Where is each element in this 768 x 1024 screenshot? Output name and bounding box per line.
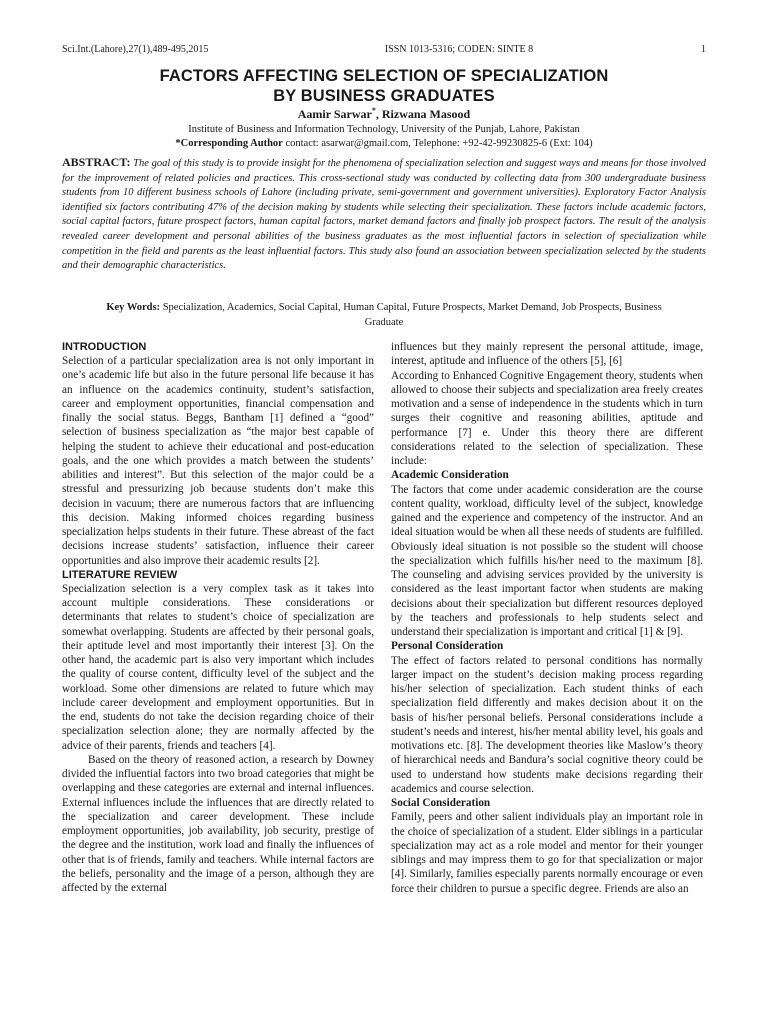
keywords-label: Key Words: xyxy=(106,302,161,313)
body-paragraph: According to Enhanced Cognitive Engagement theory, students when allowed to choose their subjects and specialization area freely creates motivation and a sense of independence in the students which in turn surges their cognitive and reasoning abilities, aptitude and performance [7] e. Under this theory there are different considerations related to the selection of specialization. These include: xyxy=(391,369,703,467)
keywords xyxy=(100,300,668,330)
abstract xyxy=(62,155,706,274)
subsection-heading-personal: Personal Consideration xyxy=(391,640,504,653)
body-paragraph: The effect of factors related to personal conditions has normally larger impact on the student’s decision making process regarding his/her selection of specialization. Each student thinks of each specialization field differently and makes decision about it on the basis of his/her personal beliefs. Personal considerations include a student’s needs and interest, his/her mental ability level, his goals and motivations etc. [8]. The development theories like Maslow’s theory of hierarchical needs and Bandura’s social cognitive theory could be used to understand how students make decisions regarding their academics and course selection. xyxy=(391,654,703,795)
left-column xyxy=(62,340,374,895)
title-line-1: FACTORS AFFECTING SELECTION OF SPECIALIZATION xyxy=(159,67,609,85)
right-column xyxy=(391,340,703,896)
body-paragraph: The factors that come under academic consideration are the course content quality, workload, difficulty level of the subject, knowledge gained and the experience and competency of the instructor. And an ideal situation would be when all these needs of students are fulfilled. Obviously ideal situation is not possible so the student will choose the specialization which fulfills his/her need to the maximum [8]. The counseling and advising services provided by the university is considered as the least important factor when students are making decisions about their specialization but different resources deployed by the teachers and professionals to help students select and understand their specialization is important and critical [1] & [9]. xyxy=(391,483,703,638)
body-paragraph: influences but they mainly represent the personal attitude, image, interest, aptitude and influence of the others [5], [6] xyxy=(391,341,703,368)
body-paragraph: Family, peers and other salient individuals play an important role in the choice of specialization of a student. Elder siblings in a particular specialization may act as a role model and mentor for their younger siblings and may impress them to go for that specialization or major [4]. Similarly, families especially parents normally encourage or even force their children to pursue a specific degree. Friends are also an xyxy=(391,811,703,895)
body-paragraph: Based on the theory of reasoned action, a research by Downey divided the influential factors into two broad categories that might be overlapping and these categories are external and internal influences. External influences include the influences that are directly related to the specialization and career development. These include employment opportunities, job availability, job security, prestige of the degree and the institution, work load and finally the influences of other that is of friends, family and teachers. While internal factors are the beliefs, personality and the image of a person, although they are affected by the external xyxy=(62,753,374,894)
corresponding-mark: * xyxy=(371,106,376,115)
contact-details: contact: asarwar@gmail.com, Telephone: +92-42-99230825-6 (Ext: 104) xyxy=(282,138,593,149)
body-paragraph: Selection of a particular specialization area is not only important in one’s academic life but also in the future personal life because it has an influence on the academics continuity, student’s satisfaction, career and employment opportunities, financial compensation and finally the social status. Beggs, Bantham [1] defined a “good” selection of business specialization as “the major best capable of helping the student to achieve their educational and post-education goals, and the one which provides a match between the students’ abilities and interest”. But this selection of the major could be a stressful and pressurizing job because students don’t make this decision in vacuum; there are numerous factors that are influencing this decision. Making informed choices regarding business specialization helps students in their future. These abreast of the fact decisions increase students’ satisfaction, influence their career opportunities and also improve their academic results [2]. xyxy=(62,355,374,567)
subsection-heading-academic: Academic Consideration xyxy=(391,469,509,482)
corresponding-contact xyxy=(62,137,706,150)
running-header xyxy=(62,44,706,56)
page-number: 1 xyxy=(701,44,706,55)
issn-text: ISSN 1013-5316; CODEN: SINTE 8 xyxy=(384,44,534,55)
author-name: Aamir Sarwar xyxy=(297,107,372,121)
section-heading-literature-review: LITERATURE REVIEW xyxy=(62,568,178,581)
affiliation: Institute of Business and Information Technology, University of the Punjab, Lahore, Pakistan xyxy=(188,124,580,135)
author-list xyxy=(62,107,706,121)
title-line-2: BY BUSINESS GRADUATES xyxy=(273,87,495,105)
section-heading-introduction: INTRODUCTION xyxy=(62,341,147,353)
abstract-label: ABSTRACT: xyxy=(62,155,131,169)
keywords-list: Specialization, Academics, Social Capital, Human Capital, Future Prospects, Market Demand, Job Prospects, Business Graduate xyxy=(160,302,662,328)
body-paragraph: Specialization selection is a very complex task as it takes into account multiple considerations. These considerations or determinants that relates to student’s choice of specialization are somewhat overlapping. Students are affected by their personal goals, their aptitude level and most importantly their interest [3]. On the other hand, the academic part is also very important which includes the quality of course content, difficulty level of the subject and the workload. Some other dimensions are related to future which may include career development and employment opportunities. But in the end, students do not take the decision regarding choice of their specialization selection alone; they are normally affected by the advice of their parents, friends and teachers [4]. xyxy=(62,582,374,752)
journal-citation: Sci.Int.(Lahore),27(1),489-495,2015 xyxy=(62,44,209,55)
abstract-body: The goal of this study is to provide insight for the phenomena of specialization selection and suggest ways and means for those involved for the improvement of related policies and practices. This cross-sectional study was conducted by collecting data from 300 undergraduate business students from 10 different business schools of Lahore (including private, semi-government and government universities). Exploratory Factor Analysis identified six factors contributing 47% of the decision making by students while selecting their specialization. These factors include academic factors, social capital factors, future prospect factors, human capital factors, market demand factors and finally job prospect factors. The result of the analysis revealed career development and personal abilities of the business graduates as the most influential factors in selection of specialization while competition in the field and parents as the least influential factors. This study also found an association between specialization selected by the students and their demographic characteristics. xyxy=(62,158,706,272)
corresponding-label: *Corresponding Author xyxy=(175,138,283,149)
author-name: Rizwana Masood xyxy=(381,107,471,121)
author-separator: , xyxy=(375,107,382,121)
subsection-heading-social: Social Consideration xyxy=(391,797,491,809)
paper-title xyxy=(62,66,706,106)
